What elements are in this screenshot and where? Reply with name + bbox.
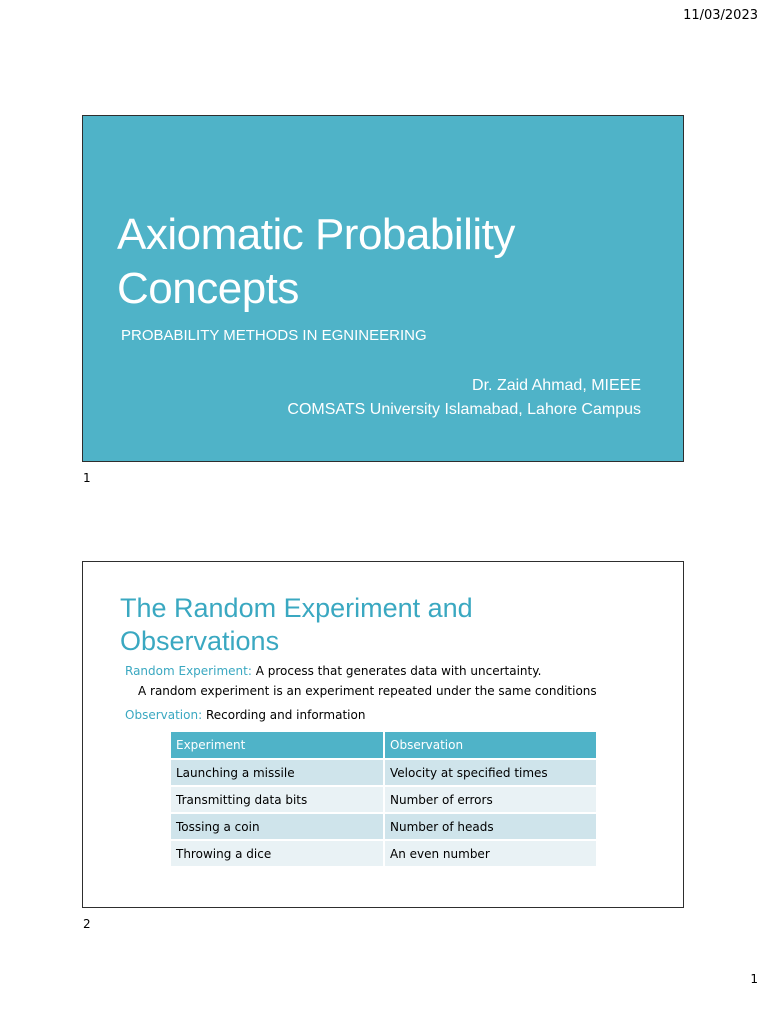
- slide-number: 2: [83, 917, 91, 931]
- header-date: 11/03/2023: [683, 8, 758, 23]
- table-row: [171, 786, 597, 813]
- author-name: Dr. Zaid Ahmad, MIEEE: [472, 377, 641, 394]
- slide-title: [120, 592, 473, 658]
- table-cell: Transmitting data bits: [171, 786, 384, 813]
- slide-title: [117, 208, 667, 316]
- slide-subtitle: PROBABILITY METHODS IN EGNINEERING: [121, 327, 427, 344]
- slide-title-line: Observations: [120, 626, 280, 656]
- title-slide: [82, 115, 684, 462]
- table-cell: Launching a missile: [171, 759, 384, 786]
- table-cell: Number of errors: [384, 786, 597, 813]
- table-row: [171, 759, 597, 786]
- definition-text: Recording and information: [205, 708, 366, 722]
- author-affiliation: COMSATS University Islamabad, Lahore Campus: [287, 401, 641, 418]
- table-cell: Number of heads: [384, 813, 597, 840]
- slide-title-line: The Random Experiment and: [120, 593, 473, 623]
- definition-term: Random Experiment:: [125, 664, 252, 678]
- slide-title-line: Concepts: [117, 264, 299, 313]
- experiment-table: [171, 732, 598, 866]
- content-slide: [82, 561, 684, 908]
- author-block: [287, 374, 641, 422]
- table-row: [171, 813, 597, 840]
- table-row: [171, 840, 597, 866]
- slide-number: 1: [83, 471, 91, 485]
- table-cell: Throwing a dice: [171, 840, 384, 866]
- table-header-cell: Experiment: [171, 732, 384, 759]
- definition-term: Observation:: [125, 708, 203, 722]
- page-number: 1: [750, 972, 758, 986]
- table-cell: An even number: [384, 840, 597, 866]
- slide-title-line: Axiomatic Probability: [117, 210, 515, 259]
- definition-text: A process that generates data with uncertainty.: [255, 664, 542, 678]
- table-header-row: [171, 732, 597, 759]
- random-experiment-definition: [125, 664, 541, 678]
- observation-definition: [125, 708, 365, 722]
- table-cell: Velocity at specified times: [384, 759, 597, 786]
- table-header-cell: Observation: [384, 732, 597, 759]
- table-cell: Tossing a coin: [171, 813, 384, 840]
- random-experiment-detail: A random experiment is an experiment repeated under the same conditions: [138, 684, 597, 698]
